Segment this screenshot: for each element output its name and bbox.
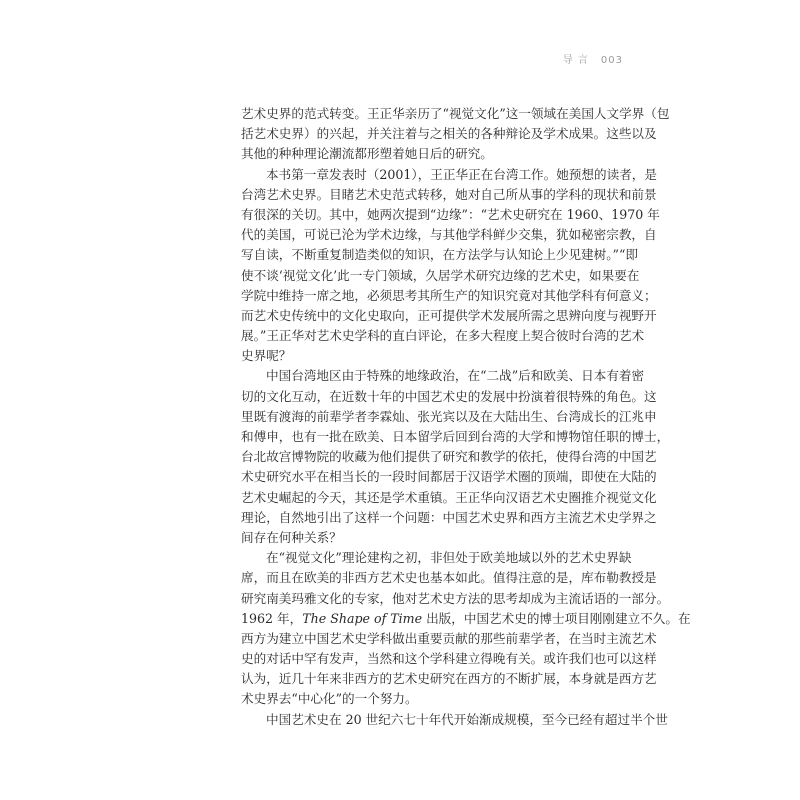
text-line: 台湾艺术史界。目睹艺术史范式转移，她对自己所从事的学科的现状和前景: [241, 186, 657, 202]
text-line: 写自读，不断重复制造类似的知识，在方法学与认知论上少见建树。”“即: [241, 247, 638, 263]
text-line: 台北故宫博物院的收藏为他们提供了研究和教学的依托，使得台湾的中国艺: [241, 449, 657, 465]
text-line: 学院中维持一席之地，必须思考其所生产的知识究竟对其他学科有何意义；: [241, 287, 657, 303]
text-line: 史的对话中罕有发声，当然和这个学科建立得晚有关。或许我们也可以这样: [241, 651, 657, 667]
text-line: 有很深的关切。其中，她两次提到“边缘”：“艺术史研究在 1960、1970 年: [241, 206, 660, 222]
text-line: 艺术史界的范式转变。王正华亲历了“视觉文化”这一领域在美国人文学界（包: [241, 106, 670, 121]
text-line: 史界呢？: [241, 348, 292, 364]
text-line: 艺术史崛起的今天，其还是学术重镇。王正华向汉语艺术史圈推介视觉文化: [241, 489, 657, 505]
text-line: 术史研究水平在相当长的一段时间都居于汉语学术圈的顶端，即使在大陆的: [241, 469, 657, 485]
text-line: 切的文化互动，在近数十年的中国艺术史的发展中扮演着很特殊的角色。这: [241, 388, 657, 404]
text-line: 中国艺术史在 20 世纪六七十年代开始渐成规模，至今已经有超过半个世: [266, 711, 668, 727]
text-line: 和傅申，也有一批在欧美、日本留学后回到台湾的大学和博物馆任职的博士，: [241, 429, 670, 444]
text-line: 括艺术史界）的兴起，并关注着与之相关的各种辩论及学术成果。这些以及: [241, 126, 657, 142]
text-line: 在“视觉文化”理论建构之初，非但处于欧美地域以外的艺术史界缺: [266, 550, 632, 566]
running-head-section: 导 言: [562, 55, 589, 66]
page-number: 003: [600, 55, 623, 66]
text-line: 认为，近几十年来非西方的艺术史研究在西方的不断扩展，本身就是西方艺: [241, 671, 657, 687]
text-line: 间存在何种关系？: [241, 529, 342, 545]
running-head: [563, 51, 623, 66]
text-line: 本书第一章发表时（2001），王正华正在台湾工作。她预想的读者，是: [266, 166, 657, 182]
text-line: 中国台湾地区由于特殊的地缘政治，在“二战”后和欧美、日本有着密: [266, 368, 645, 384]
text-line: 理论，自然地引出了这样一个问题：中国艺术史界和西方主流艺术史学界之: [241, 509, 657, 525]
text-line: 西方为建立中国艺术史学科做出重要贡献的那些前辈学者，在当时主流艺术: [241, 630, 657, 646]
text-line: 其他的种种理论潮流都形塑着她日后的研究。: [241, 146, 493, 162]
text-line: 展。”王正华对艺术史学科的直白评论，在多大程度上契合彼时台湾的艺术: [241, 328, 645, 344]
text-line: 席，而且在欧美的非西方艺术史也基本如此。值得注意的是，库布勒教授是: [241, 570, 657, 586]
text-line: 使不谈‘视觉文化’此一专门领域，久居学术研究边缘的艺术史，如果要在: [241, 267, 640, 283]
text-line: 里既有渡海的前辈学者李霖灿、张光宾以及在大陆出生、台湾成长的江兆申: [241, 408, 657, 424]
text-line: 1962 年，The Shape of Time 出版，中国艺术史的博士项目刚刚建立不久。在: [241, 610, 691, 626]
text-line: 代的美国，可说已沦为学术边缘，与其他学科鲜少交集，犹如秘密宗教，自: [241, 227, 657, 243]
text-line: 术史界去“中心化”的一个努力。: [241, 691, 418, 707]
text-line: 研究南美玛雅文化的专家，他对艺术史方法的思考却成为主流话语的一部分。: [241, 590, 670, 606]
body-text: [241, 104, 691, 730]
text-line: 而艺术史传统中的文化史取向，正可提供学术发展所需之思辨向度与视野开: [241, 307, 657, 323]
book-title: The Shape of Time: [302, 610, 423, 626]
